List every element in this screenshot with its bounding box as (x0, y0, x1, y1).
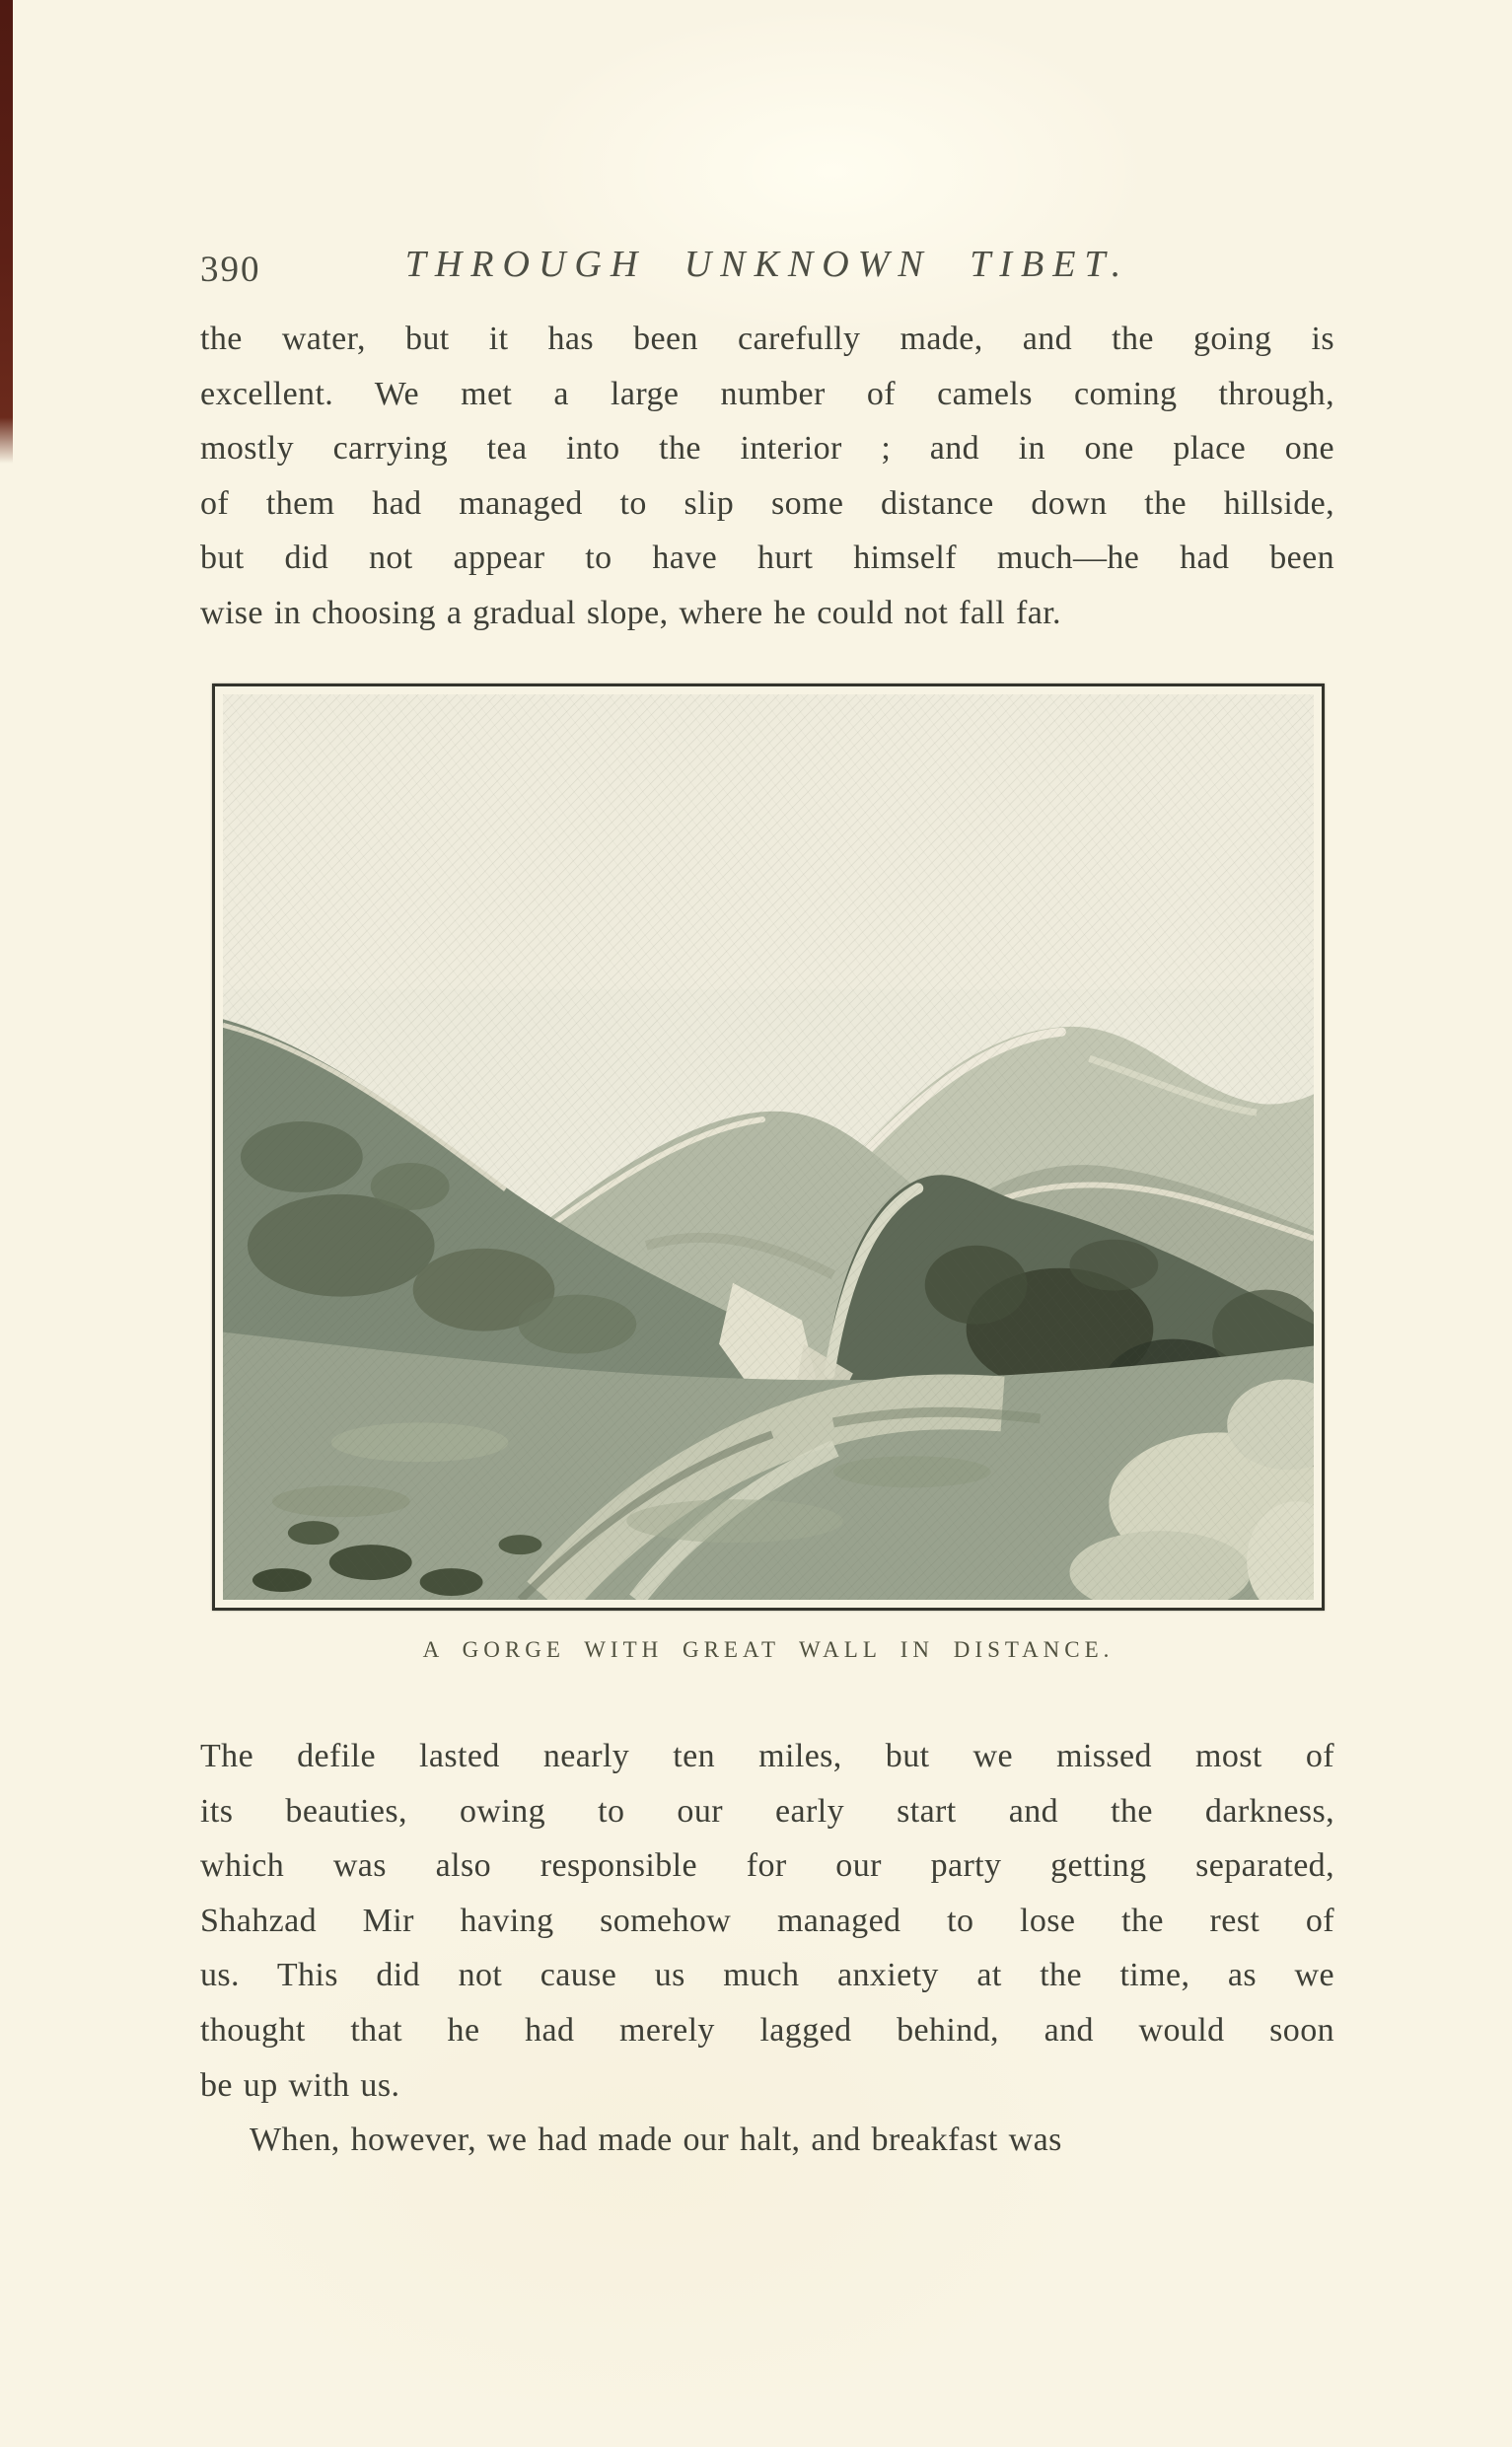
text-line: be up with us. (200, 2066, 400, 2104)
gorge-photograph (223, 694, 1314, 1600)
text-line: of them had managed to slip some distance down the hillside, (200, 484, 1334, 522)
gorge-photograph-frame (212, 684, 1325, 1611)
text-line: excellent. We met a large number of camels coming through, (200, 375, 1334, 412)
text-line: us. This did not cause us much anxiety at the time, as we (200, 1957, 1334, 1994)
text-line: wise in choosing a gradual slope, where he could not fall far. (200, 594, 1061, 631)
text-line: thought that he had merely lagged behind, and would soon (200, 2011, 1334, 2049)
paragraph-bottom (200, 1729, 1334, 2168)
page-number: 390 (200, 250, 261, 290)
text-line: Shahzad Mir having somehow managed to lose the rest of (200, 1902, 1334, 1939)
text-line: its beauties, owing to our early start and the darkness, (200, 1792, 1334, 1830)
text-line: which was also responsible for our party getting separated, (200, 1847, 1334, 1885)
running-title: THROUGH UNKNOWN TIBET. (404, 244, 1130, 285)
text-line: but did not appear to have hurt himself much—he had been (200, 540, 1334, 577)
figure-caption: A GORGE WITH GREAT WALL IN DISTANCE. (422, 1637, 1115, 1662)
text-line: the water, but it has been carefully made, and the going is (200, 321, 1334, 357)
running-header (200, 243, 1334, 294)
paragraph-top (200, 312, 1334, 641)
text-line: mostly carrying tea into the interior ; and in one place one (200, 430, 1334, 468)
binding-edge-strip (0, 0, 13, 464)
text-line: The defile lasted nearly ten miles, but we missed most of (200, 1738, 1334, 1774)
text-line: When, however, we had made our halt, and breakfast was (250, 2122, 1062, 2159)
